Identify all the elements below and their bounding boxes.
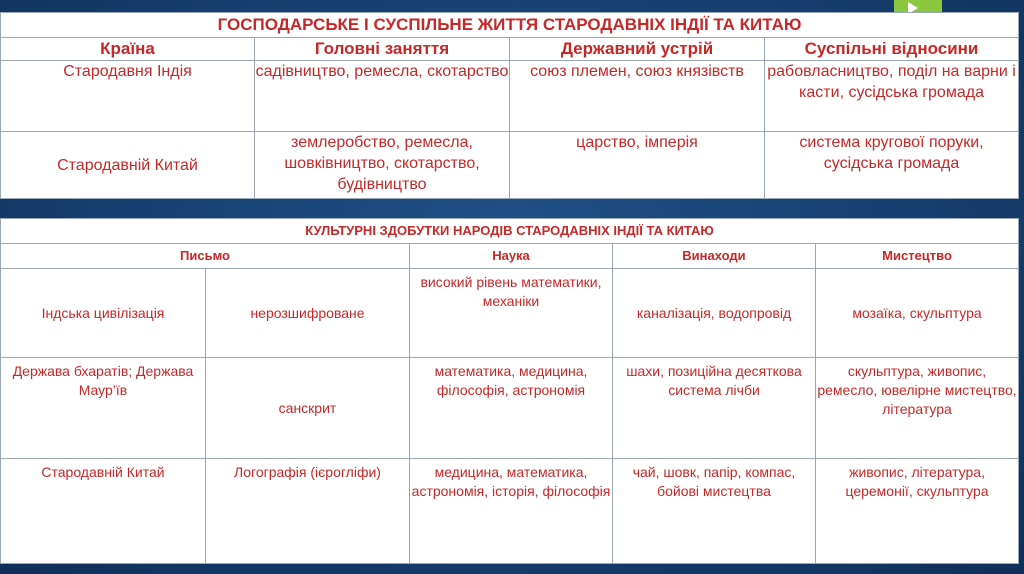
- table1-title: ГОСПОДАРСЬКЕ І СУСПІЛЬНЕ ЖИТТЯ СТАРОДАВНІХ ІНДІЇ ТА КИТАЮ: [1, 13, 1019, 38]
- table-cell: чай, шовк, папір, компас, бойові мистецтва: [613, 459, 816, 564]
- table-cell: землеробство, ремесла, шовківництво, скотарство, будівництво: [255, 132, 510, 199]
- table1-header-occupations: Головні заняття: [255, 38, 510, 61]
- table-cell: Стародавній Китай: [1, 132, 255, 199]
- table-row: [1, 459, 1019, 564]
- table2-header-writing: Письмо: [1, 244, 410, 269]
- table1-header-country: Країна: [1, 38, 255, 61]
- table-cell: система кругової поруки, сусідська громада: [765, 132, 1019, 199]
- table-cell: садівництво, ремесла, скотарство: [255, 61, 510, 132]
- table-cell: союз племен, союз князівств: [510, 61, 765, 132]
- table-cell: каналізація, водопровід: [613, 269, 816, 358]
- table1-header-social: Суспільні відносини: [765, 38, 1019, 61]
- table-cell: санскрит: [206, 358, 410, 459]
- table-row: [1, 132, 1019, 199]
- table-cell: мозаїка, скульптура: [816, 269, 1019, 358]
- table-cell: скульптура, живопис, ремесло, ювелірне мистецтво, література: [816, 358, 1019, 459]
- table-cell: Стародавня Індія: [1, 61, 255, 132]
- culture-achievements-table: [0, 218, 1019, 564]
- table-cell: Стародавній Китай: [1, 459, 206, 564]
- table-row: [1, 269, 1019, 358]
- table-cell: рабовласництво, поділ на варни і касти, сусідська громада: [765, 61, 1019, 132]
- table-cell: нерозшифроване: [206, 269, 410, 358]
- table-cell: математика, медицина, філософія, астрономія: [410, 358, 613, 459]
- table-cell: високий рівень математики, механіки: [410, 269, 613, 358]
- table-cell: Індська цивілізація: [1, 269, 206, 358]
- table-cell: шахи, позиційна десяткова система лічби: [613, 358, 816, 459]
- table-cell: медицина, математика, астрономія, історія, філософія: [410, 459, 613, 564]
- table-cell: царство, імперія: [510, 132, 765, 199]
- table1-header-government: Державний устрій: [510, 38, 765, 61]
- table2-header-art: Мистецтво: [816, 244, 1019, 269]
- table-cell: Логографія (ієрогліфи): [206, 459, 410, 564]
- table2-header-inventions: Винаходи: [613, 244, 816, 269]
- table-row: [1, 358, 1019, 459]
- table2-title: КУЛЬТУРНІ ЗДОБУТКИ НАРОДІВ СТАРОДАВНІХ ІНДІЇ ТА КИТАЮ: [1, 219, 1019, 244]
- table-cell: живопис, література, церемонії, скульптура: [816, 459, 1019, 564]
- table-cell: Держава бхаратів; Держава Маур’їв: [1, 358, 206, 459]
- table2-header-science: Наука: [410, 244, 613, 269]
- table-row: [1, 61, 1019, 132]
- economy-society-table: [0, 12, 1019, 199]
